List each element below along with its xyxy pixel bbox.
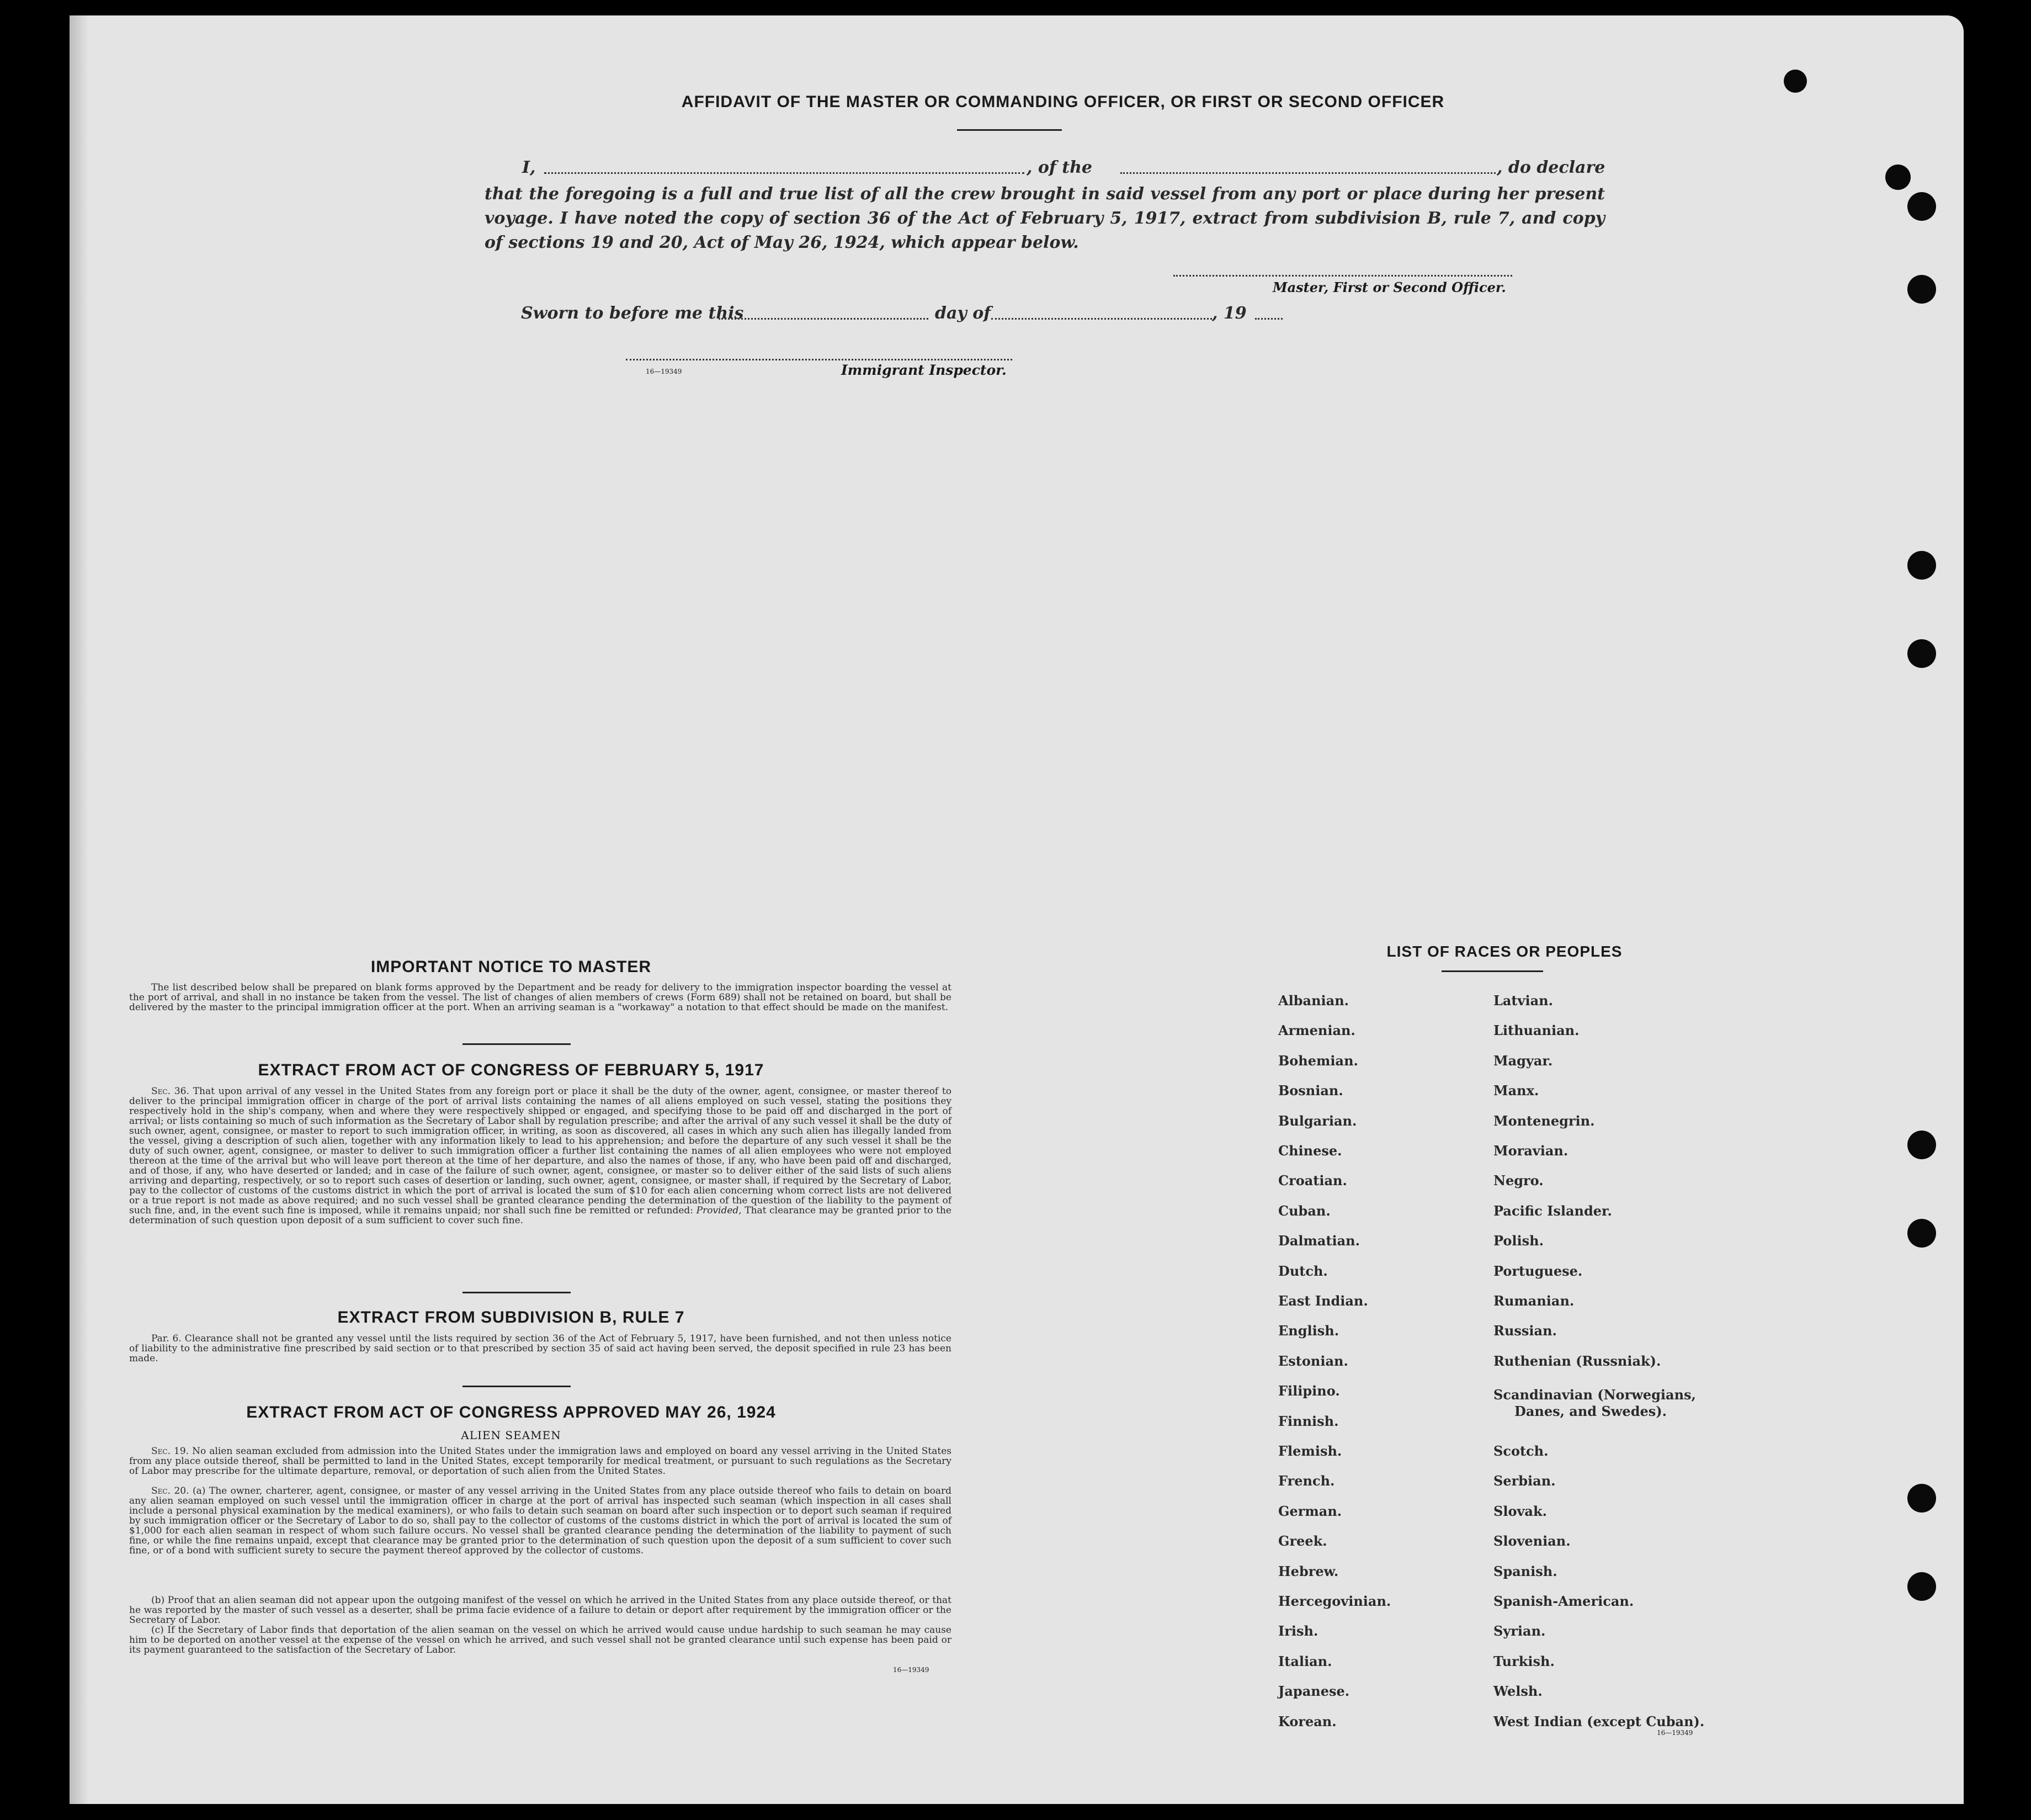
vessel-name-field[interactable] <box>1120 172 1496 174</box>
race-item: Spanish. <box>1493 1563 1557 1579</box>
of-the-label: , of the <box>1027 158 1093 177</box>
extract-1924-title: EXTRACT FROM ACT OF CONGRESS APPROVED MAY 26, 1924 <box>246 1403 776 1421</box>
sworn-line <box>521 304 1404 328</box>
notice-text: The list described below shall be prepared on blank forms approved by the Department and be ready for delivery to the immigration inspector boarding the vessel at the port of arrival, and shall in no instance be taken from the vessel. The list of changes of alien members of crews (Form 689) shall not be retained on board, but shall be delivered by the master to the principal immigration officer at the port. When an arriving seaman is a "workaway" a notation to that effect should be made on the manifest. <box>129 982 951 1013</box>
race-item: Irish. <box>1278 1623 1318 1639</box>
sworn-day-label: day of <box>935 304 991 323</box>
race-item: Bosnian. <box>1278 1083 1343 1099</box>
document-page <box>70 15 1964 1804</box>
punch-hole <box>1907 1572 1936 1601</box>
race-item: German. <box>1278 1503 1342 1519</box>
race-item: Dutch. <box>1278 1263 1328 1279</box>
sec-19-body: No alien seaman excluded from admission into the United States under the immigration laws and employed on board any vessel arriving in the United States from any place outside thereof, shall be permitted to land in the United States, except temporarily for medical treatment, or pursuant to such regulations as the Secretary of Labor may prescribe for the ultimate departure, removal, or deportation of such alien from the United States. <box>129 1446 952 1477</box>
race-item: Latvian. <box>1493 993 1553 1009</box>
race-item: Rumanian. <box>1493 1293 1575 1309</box>
race-item: Polish. <box>1493 1233 1544 1249</box>
race-item: Turkish. <box>1493 1653 1555 1669</box>
race-item: Hercegovinian. <box>1278 1593 1391 1609</box>
extract-1917-text <box>129 1086 951 1225</box>
sec-19-text <box>129 1446 951 1476</box>
punch-hole <box>1784 70 1807 93</box>
races-title: LIST OF RACES OR PEOPLES <box>1386 943 1623 960</box>
alien-seamen-subtitle: ALIEN SEAMEN <box>461 1429 561 1442</box>
form-number-top: 16—19349 <box>646 368 682 375</box>
race-item: Moravian. <box>1493 1143 1569 1159</box>
race-item: Russian. <box>1493 1323 1557 1339</box>
sworn-year-label: , 19 <box>1212 304 1247 323</box>
sec-36-label: Sec. 36. <box>151 1086 189 1097</box>
page-binding-shadow <box>70 15 88 1804</box>
race-item: West Indian (except Cuban). <box>1493 1713 1705 1729</box>
section-divider <box>462 1043 571 1045</box>
punch-hole <box>1907 192 1936 221</box>
race-item: Armenian. <box>1278 1022 1355 1038</box>
race-item: Negro. <box>1493 1172 1544 1188</box>
sec-20a-body: (a) The owner, charterer, agent, consignee, or master of any vessel arriving in the United States from any place outside thereof who fails to detain on board any alien seaman employed on such vessel until the immigration officer in charge at the port of arrival has inspected such seaman (which inspection in all cases shall include a personal physical examination by the medical examiners), or who fails to detain such seaman on board after such inspection or to deport such seaman if required by such immigration officer or the Secretary of Labor to do so, shall pay to the collector of customs of the customs district in which the port of arrival is located the sum of $1,000 for each alien seaman in respect of whom such failure occurs. No vessel shall be granted clearance pending the determination of the liability to payment of such fine, or while the fine remains unpaid, except that clearance may be granted prior to the determination of such question upon the deposit of a sum sufficient to cover such fine, or of a bond with sufficient surety to secure the payment thereof approved by the collector of customs. <box>129 1485 951 1556</box>
races-left-column <box>1278 993 1488 1754</box>
sec-20b-text: (b) Proof that an alien seaman did not appear upon the outgoing manifest of the vessel on which he arrived in the United States from any place outside thereof, or that he was reported by the master of such vessel as a deserter, shall be prima facie evidence of a failure to detain or deport after requirement by the immigration officer or the Secretary of Labor. <box>129 1595 951 1626</box>
race-item: Scandinavian (Norwegians, <box>1493 1387 1696 1403</box>
form-number-right: 16—19349 <box>1657 1729 1693 1737</box>
race-item: Chinese. <box>1278 1143 1342 1159</box>
race-item: Slovenian. <box>1493 1533 1571 1549</box>
notice-title: IMPORTANT NOTICE TO MASTER <box>370 958 652 976</box>
punch-hole <box>1907 639 1936 668</box>
race-item: Syrian. <box>1493 1623 1546 1639</box>
races-title-rule <box>1442 970 1543 972</box>
provided-word: Provided, <box>696 1205 742 1216</box>
race-item: Japanese. <box>1278 1683 1350 1699</box>
declaration-text: that the foregoing is a full and true list of all the crew brought in said vessel from any port or place during her present voyage. I have noted the copy of section 36 of the Act of February 5, 1917, extract from subdivision B, rule 7, and copy of sections 19 and 20, Act of May 26, 1924, which appear below. <box>485 184 1605 252</box>
race-item: English. <box>1278 1323 1339 1339</box>
race-item: Finnish. <box>1278 1413 1339 1429</box>
punch-hole <box>1907 1131 1936 1159</box>
race-item: Korean. <box>1278 1713 1337 1729</box>
races-right-column <box>1493 993 1803 1754</box>
race-item: Spanish-American. <box>1493 1593 1634 1609</box>
sec-36-body: That upon arrival of any vessel in the United States from any foreign port or place it shall be the duty of the owner, agent, consignee, or master thereof to deliver to the principal immigration officer in charge of the port of arrival lists containing the names of all aliens employed on such vessel, stating the positions they respectively hold in the ship's company, when and where they were respectively shipped or engaged, and specifying those to be paid off and discharged in the port of arrival; or lists containing so much of such information as the Secretary of Labor shall by regulation prescribe; and after the arrival of any such vessel it shall be the duty of such owner, agent, consignee, or master to report to such immigration officer, in writing, as soon as discovered, all cases in which any such alien has illegally landed from the vessel, giving a description of such alien, together with any information likely to lead to his apprehension; and before the departure of any such vessel it shall be the duty of such owner, agent, consignee, or master to deliver to such immigration officer a further list containing the names of all alien employees who were not employed thereon at the time of the arrival but who will leave port thereon at the time of her departure, and also the names of those, if any, who have been paid off and discharged, and of those, if any, who have deserted or landed; and in case of the failure of such owner, agent, consignee, or master so to deliver either of the said lists of such aliens arriving and departing, respectively, or so to report such cases of desertion or landing, such owner, agent, consignee, or master shall, if required by the Secretary of Labor, pay to the collector of customs of the customs district in which the port of arrival is located the sum of $10 for each alien concerning whom correct lists are not delivered or a true report is not made as above required; and no such vessel shall be granted clearance pending the determination of the question of the liability to the payment of such fine, and, in the event such fine is imposed, while it remains unpaid; nor shall such fine be remitted or refunded: <box>129 1086 951 1216</box>
punch-hole <box>1907 275 1936 304</box>
sworn-month-field[interactable] <box>991 318 1212 320</box>
sec-20-label: Sec. 20. <box>151 1485 189 1497</box>
race-item: Filipino. <box>1278 1383 1340 1399</box>
race-item: Manx. <box>1493 1083 1539 1099</box>
race-item: Hebrew. <box>1278 1563 1339 1579</box>
punch-hole <box>1907 1219 1936 1248</box>
punch-hole <box>1885 165 1911 190</box>
race-item: Slovak. <box>1493 1503 1547 1519</box>
race-item: Estonian. <box>1278 1353 1348 1369</box>
punch-hole <box>1907 1484 1936 1513</box>
affidavit-title: AFFIDAVIT OF THE MASTER OR COMMANDING OFFICER, OR FIRST OR SECOND OFFICER <box>681 93 1445 111</box>
race-item: Magyar. <box>1493 1053 1553 1069</box>
punch-hole <box>1907 551 1936 580</box>
sec-19-label: Sec. 19. <box>151 1446 189 1457</box>
race-item: Dalmatian. <box>1278 1233 1360 1249</box>
race-item: Scotch. <box>1493 1443 1549 1459</box>
race-item: Italian. <box>1278 1653 1332 1669</box>
declarant-prefix: I, <box>522 158 536 177</box>
section-divider <box>462 1386 571 1387</box>
rule-7-text: Par. 6. Clearance shall not be granted any vessel until the lists required by section 36 of the Act of February 5, 1917, have been furnished, and not then unless notice of liability to the administrative fine prescribed by said section or to that prescribed by section 35 of said act having been served, the deposit specified in rule 23 has been made. <box>129 1333 951 1364</box>
sec-20c-text: (c) If the Secretary of Labor finds that deportation of the alien seaman on the vessel on which he arrived would cause undue hardship to such seaman he may cause him to be deported on another vessel at the expense of the vessel on which he arrived, and such vessel shall not be granted clearance until such expense has been paid or its payment guaranteed to the satisfaction of the Secretary of Labor. <box>129 1625 951 1655</box>
inspector-label: Immigrant Inspector. <box>841 362 1007 378</box>
declaration-line-1 <box>522 158 1626 182</box>
race-item: Montenegrin. <box>1493 1113 1595 1129</box>
race-item: Lithuanian. <box>1493 1022 1580 1038</box>
master-signature-label: Master, First or Second Officer. <box>1273 279 1506 295</box>
rule-7-title: EXTRACT FROM SUBDIVISION B, RULE 7 <box>337 1308 685 1326</box>
race-item: East Indian. <box>1278 1293 1368 1309</box>
extract-1917-title: EXTRACT FROM ACT OF CONGRESS OF FEBRUARY 5, 1917 <box>258 1061 764 1079</box>
sworn-day-field[interactable] <box>719 318 928 320</box>
sworn-year-field[interactable] <box>1255 318 1283 320</box>
race-item: Albanian. <box>1278 993 1349 1009</box>
declarant-name-field[interactable] <box>544 172 1024 174</box>
race-item: Flemish. <box>1278 1443 1342 1459</box>
sec-20a-text <box>129 1486 951 1556</box>
inspector-signature-line[interactable] <box>626 359 1012 360</box>
race-item: Ruthenian (Russniak). <box>1493 1353 1661 1369</box>
race-item: Bohemian. <box>1278 1053 1358 1069</box>
race-item: Serbian. <box>1493 1473 1556 1489</box>
section-divider <box>462 1292 571 1293</box>
race-item: French. <box>1278 1473 1335 1489</box>
sec-36-end: That clearance may be granted prior to the determination of such question upon deposit of a sum sufficient to cover such fine. <box>129 1205 951 1226</box>
race-item: Pacific Islander. <box>1493 1203 1612 1219</box>
race-item: Portuguese. <box>1493 1263 1583 1279</box>
race-item: Greek. <box>1278 1533 1327 1549</box>
master-signature-line[interactable] <box>1173 275 1512 277</box>
race-item: Welsh. <box>1493 1683 1543 1699</box>
race-item: Cuban. <box>1278 1203 1331 1219</box>
title-rule <box>957 129 1062 131</box>
sworn-prefix: Sworn to before me this <box>521 304 744 323</box>
race-item: Danes, and Swedes). <box>1514 1403 1667 1419</box>
form-number-left: 16—19349 <box>893 1666 929 1674</box>
race-item: Croatian. <box>1278 1172 1347 1188</box>
race-item: Bulgarian. <box>1278 1113 1357 1129</box>
declare-label: , do declare <box>1497 158 1605 177</box>
